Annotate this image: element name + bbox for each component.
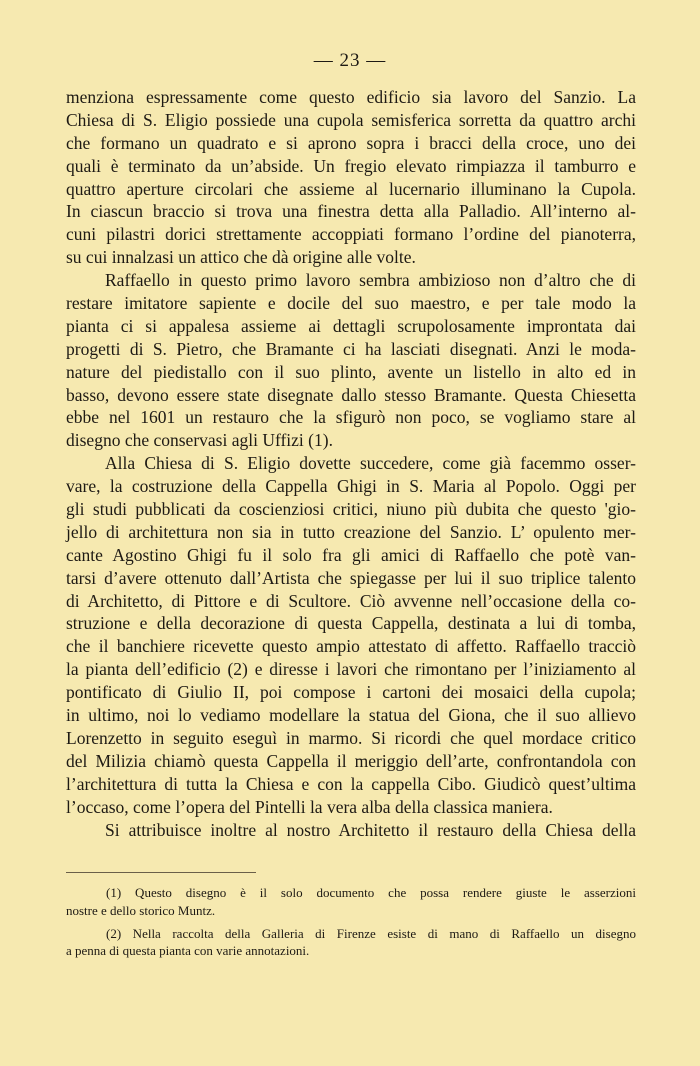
text-line: restare imitatore sapiente e docile del suo maestro, e per tale modo la xyxy=(66,293,636,314)
text-line: disegno che conservasi agli Uffizi (1). xyxy=(66,430,333,451)
text-line: la pianta dell’edificio (2) e diresse i lavori che rimontano per l’iniziamento al xyxy=(66,659,636,680)
text-line: Lorenzetto in seguito eseguì in marmo. Si ricordi che quel mordace critico xyxy=(66,727,636,748)
footnote-separator xyxy=(66,872,256,873)
footnote-line: nostre e dello storico Muntz. xyxy=(66,902,216,918)
text-line: tarsi d’avere ottenuto dall’Artista che spiegasse per lui il suo triplice talento xyxy=(66,567,636,588)
text-line: quattro aperture circolari che assieme al lucernario illuminano la Cupola. xyxy=(66,178,636,199)
text-line: del Milizia chiamò questa Cappella il meriggio dell’arte, confrontandola con xyxy=(66,750,636,771)
text-line: su cui innalzasi un attico che dà origine alle volte. xyxy=(66,247,416,268)
text-line: cante Agostino Ghigi fu il solo fra gli amici di Raffaello che potè van- xyxy=(66,544,636,565)
text-line: nature del piedistallo con il suo plinto, avente un listello in alto ed in xyxy=(66,361,636,382)
text-line: che il banchiere ricevette questo ampio attestato di affetto. Raffaello tracciò xyxy=(66,636,636,657)
text-line: jello di architettura non sia in tutto creazione del Sanzio. L’ opulento mer- xyxy=(66,521,636,542)
footnote-line: (1) Questo disegno è il solo documento che possa rendere giuste le asserzioni xyxy=(106,885,636,900)
paragraph xyxy=(66,269,636,452)
footnote xyxy=(66,925,636,961)
text-line: basso, devono essere state disegnate dallo stesso Bramante. Questa Chiesetta xyxy=(66,384,636,405)
paragraph xyxy=(66,452,636,818)
text-line: l’architettura di tutta la Chiesa e con la cappella Cibo. Giudicò quest’ultima xyxy=(66,773,636,794)
text-line: l’occaso, come l’opera del Pintelli la vera alba della classica maniera. xyxy=(66,796,553,817)
text-line: pianta ci si appalesa assieme ai dettagli scrupolosamente improntata dai xyxy=(66,315,636,336)
footnote-line: a penna di questa pianta con varie annotazioni. xyxy=(66,943,310,959)
text-line: di Architetto, di Pittore e di Scultore. Ciò avvenne nell’occasione della co- xyxy=(66,590,636,611)
footnote-line: (2) Nella raccolta della Galleria di Firenze esiste di mano di Raffaello un disegno xyxy=(106,925,636,941)
text-line: in ultimo, noi lo vediamo modellare la statua del Giona, che il suo allievo xyxy=(66,705,636,726)
text-line: progetti di S. Pietro, che Bramante ci ha lasciati disegnati. Anzi le moda- xyxy=(66,338,636,359)
text-line: gli studi pubblicati da coscienziosi critici, niuno più dubita che questo 'gio- xyxy=(66,499,636,520)
text-line: Si attribuisce inoltre al nostro Architetto il restauro della Chiesa della xyxy=(105,819,636,840)
text-line: Alla Chiesa di S. Eligio dovette succedere, come già facemmo osser- xyxy=(105,453,636,474)
text-line: vare, la costruzione della Cappella Ghigi in S. Maria al Popolo. Oggi per xyxy=(66,476,636,497)
text-line: Chiesa di S. Eligio possiede una cupola semisferica sorretta da quattro archi xyxy=(66,109,636,130)
text-line: che formano un quadrato e si aprono sopra i bracci della croce, uno dei xyxy=(66,132,636,153)
text-line: quali è terminato da un’abside. Un fregio elevato rimpiazza il tamburro e xyxy=(66,155,636,176)
text-line: menziona espressamente come questo edificio sia lavoro del Sanzio. La xyxy=(66,87,636,107)
text-line: ebbe nel 1601 un restauro che la sfigurò non poco, se vogliamo stare al xyxy=(66,407,636,428)
paragraph xyxy=(66,86,636,269)
text-line: Raffaello in questo primo lavoro sembra ambizioso non d’altro che di xyxy=(105,270,636,291)
paragraph xyxy=(66,819,636,842)
page-number: — 23 — xyxy=(313,50,387,71)
text-line: pontificato di Giulio II, poi compose i cartoni dei mosaici della cupola; xyxy=(66,682,636,703)
body-text xyxy=(66,86,636,841)
footnotes xyxy=(66,884,636,960)
footnote xyxy=(66,884,636,920)
text-line: struzione e della decorazione di questa Cappella, destinata a lui di tomba, xyxy=(66,613,636,634)
text-line: In ciascun braccio si trova una finestra detta alla Palladio. All’interno al- xyxy=(66,201,636,222)
text-line: cuni pilastri dorici strettamente accoppiati formano l’ordine del pianoterra, xyxy=(66,224,636,245)
